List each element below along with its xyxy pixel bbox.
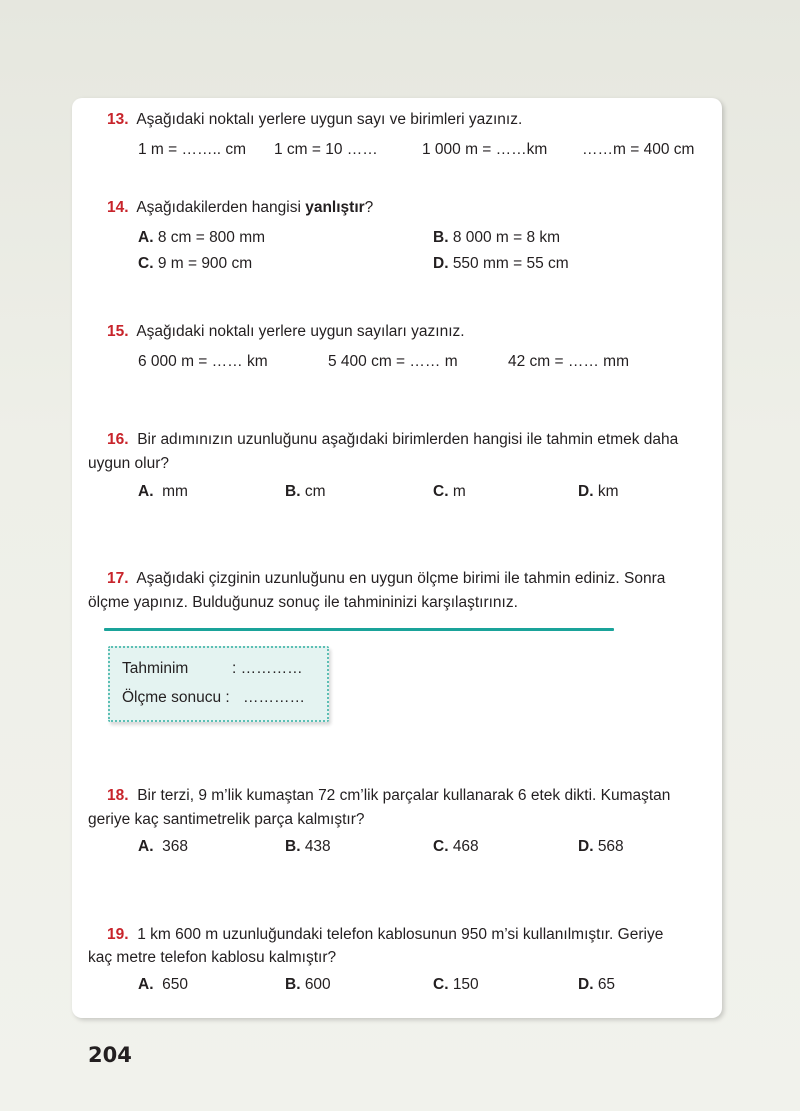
q13-item-1: 1 m = …….. cm <box>138 141 247 158</box>
measurement-label: Ölçme sonucu : <box>122 689 230 706</box>
question-number: 16. <box>107 431 129 448</box>
question-text-line2: kaç metre telefon kablosu kalmıştır? <box>88 949 337 966</box>
estimate-label: Tahminim <box>122 660 189 677</box>
question-text-end: ? <box>364 199 374 216</box>
q15-item-1: 6 000 m = …… km <box>138 353 268 370</box>
question-number: 15. <box>107 323 129 340</box>
question-number: 17. <box>107 570 129 587</box>
answer-box <box>108 646 329 722</box>
question-text: Bir terzi, 9 m’lik kumaştan 72 cm’lik parçalar kullanarak 6 etek dikti. Kumaştan <box>137 787 671 804</box>
option-c[interactable]: C. m <box>433 483 466 500</box>
option-c[interactable]: C. 150 <box>433 976 479 993</box>
question-number: 14. <box>107 199 129 216</box>
option-d[interactable]: D. 65 <box>578 976 616 993</box>
page-number: 204 <box>88 1043 132 1067</box>
estimate-value[interactable]: : ………… <box>232 660 303 677</box>
option-c[interactable]: C. 468 <box>433 838 479 855</box>
question-number: 19. <box>107 926 129 943</box>
option-d[interactable]: D. km <box>578 483 619 500</box>
question-18 <box>107 786 670 806</box>
question-text: Aşağıdaki çizginin uzunluğunu en uygun ölçme birimi ile tahmin ediniz. Sonra <box>136 570 666 587</box>
option-d[interactable]: D. 568 <box>578 838 624 855</box>
q13-item-3: 1 000 m = ……km <box>422 141 548 158</box>
option-c[interactable]: C. 9 m = 900 cm <box>138 255 253 272</box>
question-text: Aşağıdakilerden hangisi <box>136 199 306 216</box>
question-17 <box>107 569 665 589</box>
question-15 <box>107 322 465 342</box>
q13-item-4: ……m = 400 cm <box>582 141 695 158</box>
option-a[interactable]: A. 650 <box>138 976 188 993</box>
measure-line <box>104 628 614 631</box>
question-emphasis: yanlıştır <box>305 199 365 216</box>
q15-item-2: 5 400 cm = …… m <box>328 353 458 370</box>
option-a[interactable]: A. mm <box>138 483 188 500</box>
question-number: 13. <box>107 111 129 128</box>
option-b[interactable]: B. cm <box>285 483 326 500</box>
question-16 <box>107 430 678 450</box>
measurement-value[interactable]: ………… <box>243 689 305 706</box>
question-text-line2: ölçme yapınız. Bulduğunuz sonuç ile tahmininizi karşılaştırınız. <box>88 594 518 611</box>
question-text: Bir adımınızın uzunluğunu aşağıdaki birimlerden hangisi ile tahmin etmek daha <box>137 431 679 448</box>
q13-item-2: 1 cm = 10 …… <box>274 141 378 158</box>
option-b[interactable]: B. 8 000 m = 8 km <box>433 229 561 246</box>
question-text: 1 km 600 m uzunluğundaki telefon kablosunun 950 m’si kullanılmıştır. Geriye <box>137 926 664 943</box>
question-text: Aşağıdaki noktalı yerlere uygun sayı ve birimleri yazınız. <box>136 111 523 128</box>
question-19 <box>107 925 663 945</box>
question-number: 18. <box>107 787 129 804</box>
option-b[interactable]: B. 600 <box>285 976 331 993</box>
question-14 <box>107 198 373 218</box>
question-text-line2: uygun olur? <box>88 455 170 472</box>
option-a[interactable]: A. 368 <box>138 838 188 855</box>
question-13 <box>107 110 522 130</box>
question-text-line2: geriye kaç santimetrelik parça kalmıştır? <box>88 811 365 828</box>
option-d[interactable]: D. 550 mm = 55 cm <box>433 255 569 272</box>
question-text: Aşağıdaki noktalı yerlere uygun sayıları yazınız. <box>136 323 465 340</box>
option-b[interactable]: B. 438 <box>285 838 331 855</box>
q15-item-3: 42 cm = …… mm <box>508 353 630 370</box>
option-a[interactable]: A. 8 cm = 800 mm <box>138 229 266 246</box>
